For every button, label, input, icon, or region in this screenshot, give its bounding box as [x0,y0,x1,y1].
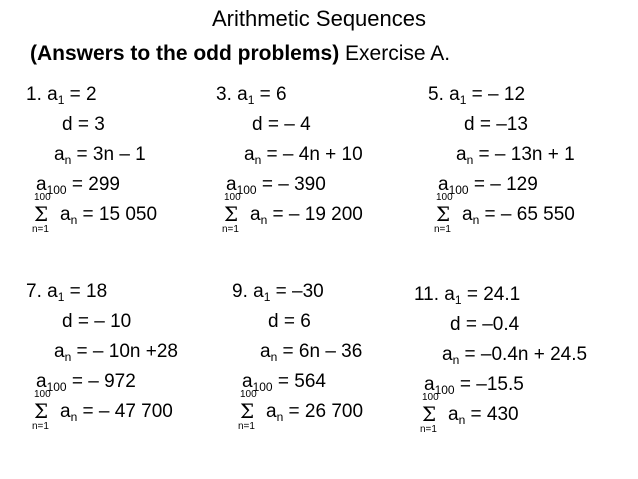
subtitle-bold: (Answers to the odd problems) [30,42,340,65]
problem-3 [216,84,426,244]
subscript-1: 1 [247,93,255,107]
sigma-icon: Σ [240,399,255,423]
subscript-100: 100 [434,383,455,397]
a-symbol: a [424,374,435,395]
first-term-value: = – 12 [466,84,526,105]
subscript-n: n [254,153,262,167]
sum-lower-limit: n=1 [434,224,451,235]
a-symbol: a [260,341,271,362]
problem-number: 7. [26,281,48,302]
a-symbol: a [438,174,449,195]
sigma-icon: Σ [34,202,49,226]
a-symbol: a [237,84,248,105]
hundredth-term-value: = 299 [66,174,120,195]
sum-lower-limit: n=1 [420,424,437,435]
a-symbol: a [266,401,277,422]
common-difference: d = – 4 [252,114,311,135]
sum-upper-limit: 100 [240,389,257,400]
a-symbol: a [54,341,65,362]
a-symbol: a [54,144,65,165]
general-term-line [456,144,575,167]
sum-lower-limit: n=1 [32,421,49,432]
sum-line [60,401,173,424]
problem-number: 3. [216,84,238,105]
sum-value: = 26 700 [283,401,364,422]
first-term-line [26,281,107,304]
sum-upper-limit: 100 [422,392,439,403]
problem-number: 1. [26,84,48,105]
subscript-1: 1 [57,290,65,304]
subscript-n: n [472,213,480,227]
a-symbol: a [36,371,47,392]
sum-upper-limit: 100 [34,192,51,203]
a-symbol: a [244,144,255,165]
common-difference: d = –0.4 [450,314,520,335]
problem-9 [232,281,445,441]
sum-value: = – 47 700 [77,401,173,422]
subscript-100: 100 [252,380,273,394]
general-term-line [244,144,363,167]
sigma-icon: Σ [436,202,451,226]
general-term-value: = –0.4n + 24.5 [459,344,588,365]
problem-7 [26,281,236,441]
sum-line [250,204,363,227]
first-term-line [232,281,324,304]
subscript-1: 1 [454,293,462,307]
sum-line [448,404,519,427]
sigma-icon: Σ [224,202,239,226]
hundredth-term-value: = – 390 [256,174,326,195]
general-term-value: = 3n – 1 [71,144,146,165]
subscript-n: n [260,213,268,227]
general-term-value: = 6n – 36 [277,341,363,362]
sum-upper-limit: 100 [34,389,51,400]
problem-number: 5. [428,84,450,105]
page-title: Arithmetic Sequences [212,6,426,31]
sum-lower-limit: n=1 [238,421,255,432]
general-term-value: = – 13n + 1 [473,144,575,165]
a-symbol: a [444,284,455,305]
general-term-line [442,344,587,367]
sum-upper-limit: 100 [224,192,241,203]
subscript-1: 1 [459,93,467,107]
subscript-1: 1 [57,93,65,107]
sum-value: = 15 050 [77,204,158,225]
sum-upper-limit: 100 [436,192,453,203]
a-symbol: a [253,281,264,302]
hundredth-term-value: = – 129 [468,174,538,195]
a-symbol: a [36,174,47,195]
first-term-line [428,84,525,107]
hundredth-term-value: = – 972 [66,371,136,392]
a-symbol: a [250,204,261,225]
first-term-value: = –30 [270,281,324,302]
subtitle [30,42,450,66]
a-symbol: a [242,371,253,392]
first-term-value: = 2 [64,84,97,105]
a-symbol: a [60,401,71,422]
subscript-n: n [452,353,460,367]
a-symbol: a [226,174,237,195]
sum-value: = – 65 550 [479,204,575,225]
first-term-value: = 18 [64,281,108,302]
first-term-value: = 6 [254,84,287,105]
a-symbol: a [456,144,467,165]
a-symbol: a [442,344,453,365]
subscript-n: n [466,153,474,167]
problem-5 [428,84,638,244]
general-term-value: = – 4n + 10 [261,144,363,165]
subscript-n: n [70,213,78,227]
first-term-value: = 24.1 [461,284,521,305]
sum-value: = – 19 200 [267,204,363,225]
first-term-line [414,284,520,307]
general-term-line [54,144,146,167]
subscript-n: n [270,350,278,364]
sum-line [60,204,157,227]
first-term-line [26,84,97,107]
subscript-100: 100 [46,183,67,197]
subscript-n: n [64,350,72,364]
sum-line [266,401,363,424]
general-term-line [54,341,178,364]
common-difference: d = 6 [268,311,311,332]
hundredth-term-value: = –15.5 [454,374,524,395]
a-symbol: a [448,404,459,425]
general-term-line [260,341,362,364]
subtitle-normal: Exercise A. [339,42,451,65]
sum-lower-limit: n=1 [32,224,49,235]
subscript-100: 100 [236,183,257,197]
first-term-line [216,84,287,107]
problem-number: 11. [414,284,445,305]
common-difference: d = 3 [62,114,105,135]
subscript-n: n [458,413,466,427]
sum-line [462,204,575,227]
common-difference: d = – 10 [62,311,132,332]
hundredth-term-value: = 564 [272,371,326,392]
sigma-icon: Σ [34,399,49,423]
problem-number: 9. [232,281,254,302]
problem-1 [26,84,239,244]
subscript-n: n [64,153,72,167]
a-symbol: a [60,204,71,225]
sum-value: = 430 [465,404,519,425]
subscript-100: 100 [448,183,469,197]
subscript-n: n [276,410,284,424]
common-difference: d = –13 [464,114,528,135]
subscript-100: 100 [46,380,67,394]
a-symbol: a [47,84,58,105]
general-term-value: = – 10n +28 [71,341,178,362]
subscript-n: n [70,410,78,424]
sigma-icon: Σ [422,402,437,426]
subscript-1: 1 [263,290,271,304]
a-symbol: a [462,204,473,225]
sum-lower-limit: n=1 [222,224,239,235]
a-symbol: a [47,281,58,302]
problem-11 [414,284,624,444]
a-symbol: a [449,84,460,105]
